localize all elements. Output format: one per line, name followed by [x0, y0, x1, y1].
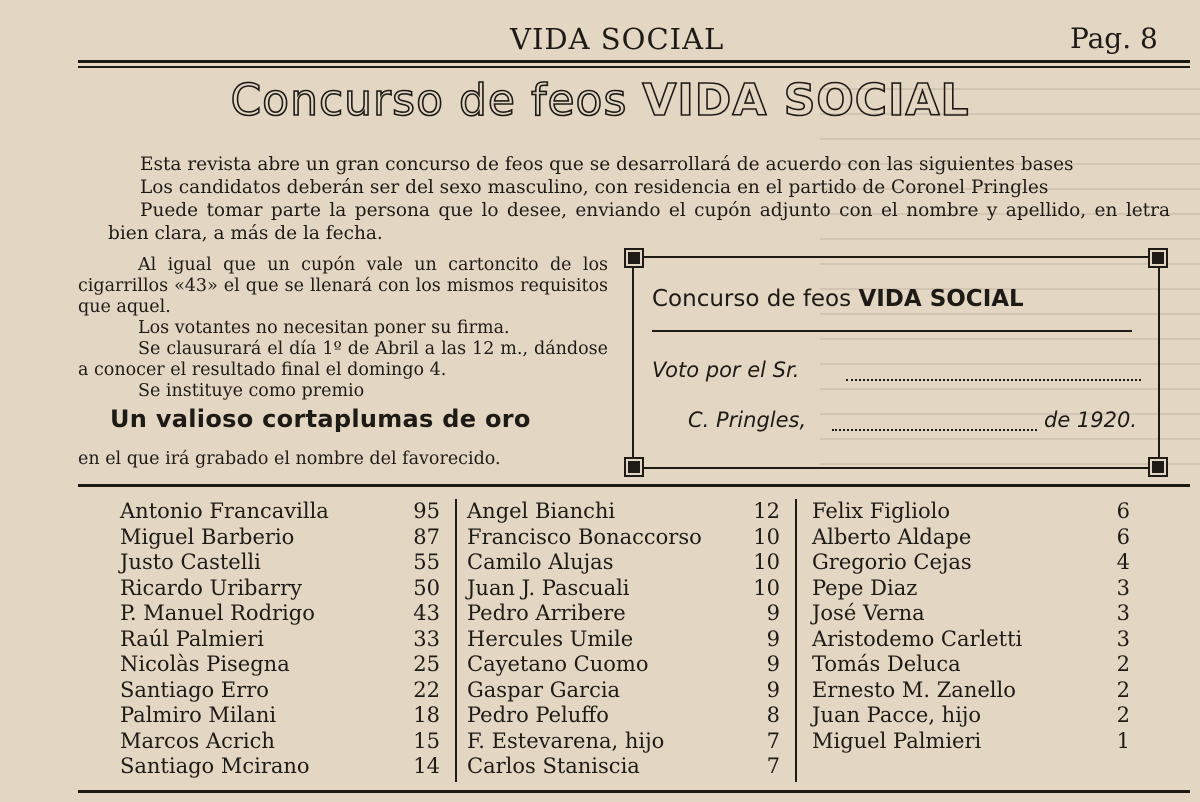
result-row [120, 550, 450, 576]
result-row [812, 703, 1132, 729]
vote-count: 50 [413, 575, 440, 600]
coupon-name-field[interactable] [846, 379, 1141, 381]
coupon-place: C. Pringles, [688, 408, 807, 432]
vote-count: 2 [1116, 652, 1130, 676]
vote-count: 55 [413, 550, 440, 574]
coupon-divider [652, 330, 1132, 332]
candidate-name: Juan J. Pascuali [467, 575, 630, 600]
coupon-title-bold: VIDA SOCIAL [858, 286, 1024, 312]
result-row [467, 499, 782, 525]
intro-line: Puede tomar parte la persona que lo desee, enviando el cupón adjunto con el nombre y apellido, en letra bien clara, a más de la fecha. [108, 200, 1170, 244]
vote-count: 4 [1116, 550, 1130, 574]
result-row [120, 678, 450, 704]
result-row [812, 601, 1132, 627]
coupon-year: de 1920. [1044, 408, 1138, 432]
candidate-name: Carlos Staniscia [467, 754, 640, 778]
candidate-name: Nicolàs Pisegna [120, 652, 290, 676]
vote-count: 9 [766, 652, 780, 676]
result-row [120, 525, 450, 551]
coupon-title [652, 286, 1024, 312]
column-divider [795, 499, 797, 782]
result-row [467, 627, 782, 653]
vote-count: 95 [413, 499, 440, 523]
result-row [120, 729, 450, 755]
vote-count: 2 [1116, 703, 1130, 727]
coupon-corner [626, 250, 642, 266]
results-rule-top [78, 484, 1190, 487]
vote-count: 1 [1116, 728, 1130, 753]
vote-count: 43 [413, 601, 440, 625]
vote-count: 6 [1116, 499, 1130, 523]
coupon-title-plain: Concurso de feos [652, 286, 852, 312]
candidate-name: Felix Figliolo [812, 499, 950, 523]
result-row [812, 652, 1132, 678]
rule-paragraph: Se clausurará el día 1º de Abril a las 12 m., dándose a conocer el resultado final el domingo 4. [78, 339, 608, 380]
result-row [467, 703, 782, 729]
candidate-name: Miguel Barberio [120, 524, 295, 549]
result-row [120, 754, 450, 780]
results-rule-bottom [78, 790, 1190, 793]
result-row [120, 576, 450, 602]
result-row [812, 729, 1132, 755]
contest-title-plain: Concurso de feos [230, 75, 628, 126]
candidate-name: Gregorio Cejas [812, 550, 972, 574]
candidate-name: Santiago Mcirano [120, 754, 310, 778]
vote-count: 2 [1116, 677, 1130, 702]
candidate-name: Pedro Peluffo [467, 703, 609, 727]
candidate-name: Juan Pacce, hijo [812, 703, 982, 727]
vote-count: 6 [1116, 524, 1130, 549]
result-row [120, 703, 450, 729]
candidate-name: Antonio Francavilla [120, 499, 329, 523]
vote-count: 18 [413, 703, 440, 727]
vote-count: 22 [413, 677, 440, 702]
rule-paragraph: Los votantes no necesitan poner su firma. [138, 318, 510, 338]
result-row [120, 601, 450, 627]
intro-line: Esta revista abre un gran concurso de feos que se desarrollará de acuerdo con las siguientes bases [140, 154, 1074, 175]
contest-rules [78, 255, 608, 402]
results-column-1 [120, 499, 450, 780]
candidate-name: Justo Castelli [120, 550, 261, 574]
vote-count: 10 [753, 550, 780, 574]
vote-count: 10 [753, 524, 780, 549]
vote-count: 9 [766, 601, 780, 625]
rule-paragraph: Se instituye como premio [138, 381, 365, 401]
candidate-name: Hercules Umile [467, 626, 634, 651]
result-row [812, 499, 1132, 525]
results-column-2 [467, 499, 782, 780]
vote-count: 33 [413, 626, 440, 651]
vote-count: 25 [413, 652, 440, 676]
result-row [467, 525, 782, 551]
coupon-corner [1150, 459, 1166, 475]
column-divider [455, 499, 457, 782]
header-rule-thick [78, 60, 1190, 63]
voting-coupon[interactable] [632, 256, 1160, 469]
results-column-3 [812, 499, 1132, 754]
candidate-name: José Verna [812, 601, 925, 625]
result-row [467, 678, 782, 704]
result-row [467, 550, 782, 576]
page-number: Pag. 8 [1070, 22, 1158, 55]
candidate-name: Cayetano Cuomo [467, 652, 649, 676]
result-row [120, 627, 450, 653]
coupon-corner [1150, 250, 1166, 266]
candidate-name: Camilo Alujas [467, 550, 614, 574]
header-rule-thin [78, 66, 1190, 68]
contest-title [0, 75, 1200, 126]
candidate-name: P. Manuel Rodrigo [120, 601, 315, 625]
vote-count: 87 [413, 524, 440, 549]
vote-count: 14 [413, 754, 440, 778]
candidate-name: Alberto Aldape [812, 524, 972, 549]
candidate-name: Raúl Palmieri [120, 626, 264, 651]
vote-count: 9 [766, 677, 780, 702]
result-row [467, 754, 782, 780]
vote-count: 7 [766, 754, 780, 778]
result-row [120, 499, 450, 525]
result-row [812, 525, 1132, 551]
contest-intro [108, 153, 1170, 245]
result-row [812, 678, 1132, 704]
result-row [467, 729, 782, 755]
vote-count: 3 [1116, 626, 1130, 651]
result-row [120, 652, 450, 678]
candidate-name: Angel Bianchi [467, 499, 616, 523]
result-row [812, 550, 1132, 576]
result-row [812, 576, 1132, 602]
candidate-name: Aristodemo Carletti [812, 626, 1023, 651]
result-row [467, 601, 782, 627]
vote-count: 3 [1116, 601, 1130, 625]
rule-paragraph: Al igual que un cupón vale un cartoncito de los cigarrillos «43» el que se llenará con los mismos requisitos que aquel. [78, 255, 608, 317]
vote-count: 12 [753, 499, 780, 523]
candidate-name: F. Estevarena, hijo [467, 728, 665, 753]
candidate-name: Miguel Palmieri [812, 728, 982, 753]
vote-count: 9 [766, 626, 780, 651]
prize-heading: Un valioso cortaplumas de oro [110, 405, 531, 433]
vote-count: 8 [766, 703, 780, 727]
contest-title-bold: VIDA SOCIAL [642, 75, 970, 126]
candidate-name: Francisco Bonaccorso [467, 524, 702, 549]
candidate-name: Palmiro Milani [120, 703, 277, 727]
vote-count: 15 [413, 728, 440, 753]
vote-count: 7 [766, 728, 780, 753]
candidate-name: Santiago Erro [120, 677, 269, 702]
coupon-vote-label: Voto por el Sr. [652, 358, 800, 382]
candidate-name: Tomás Deluca [812, 652, 961, 676]
candidate-name: Ernesto M. Zanello [812, 677, 1016, 702]
candidate-name: Ricardo Uribarry [120, 575, 302, 600]
result-row [467, 652, 782, 678]
intro-line: Los candidatos deberán ser del sexo masculino, con residencia en el partido de Coronel Pringles [140, 177, 1049, 198]
magazine-title: VIDA SOCIAL [510, 22, 725, 56]
coupon-date-field[interactable] [832, 429, 1037, 431]
candidate-name: Gaspar Garcia [467, 677, 621, 702]
result-row [467, 576, 782, 602]
candidate-name: Pedro Arribere [467, 601, 626, 625]
prize-note: en el que irá grabado el nombre del favorecido. [78, 449, 501, 469]
coupon-corner [626, 459, 642, 475]
candidate-name: Marcos Acrich [120, 728, 275, 753]
result-row [812, 627, 1132, 653]
candidate-name: Pepe Diaz [812, 575, 918, 600]
vote-count: 10 [753, 575, 780, 600]
vote-count: 3 [1116, 575, 1130, 600]
